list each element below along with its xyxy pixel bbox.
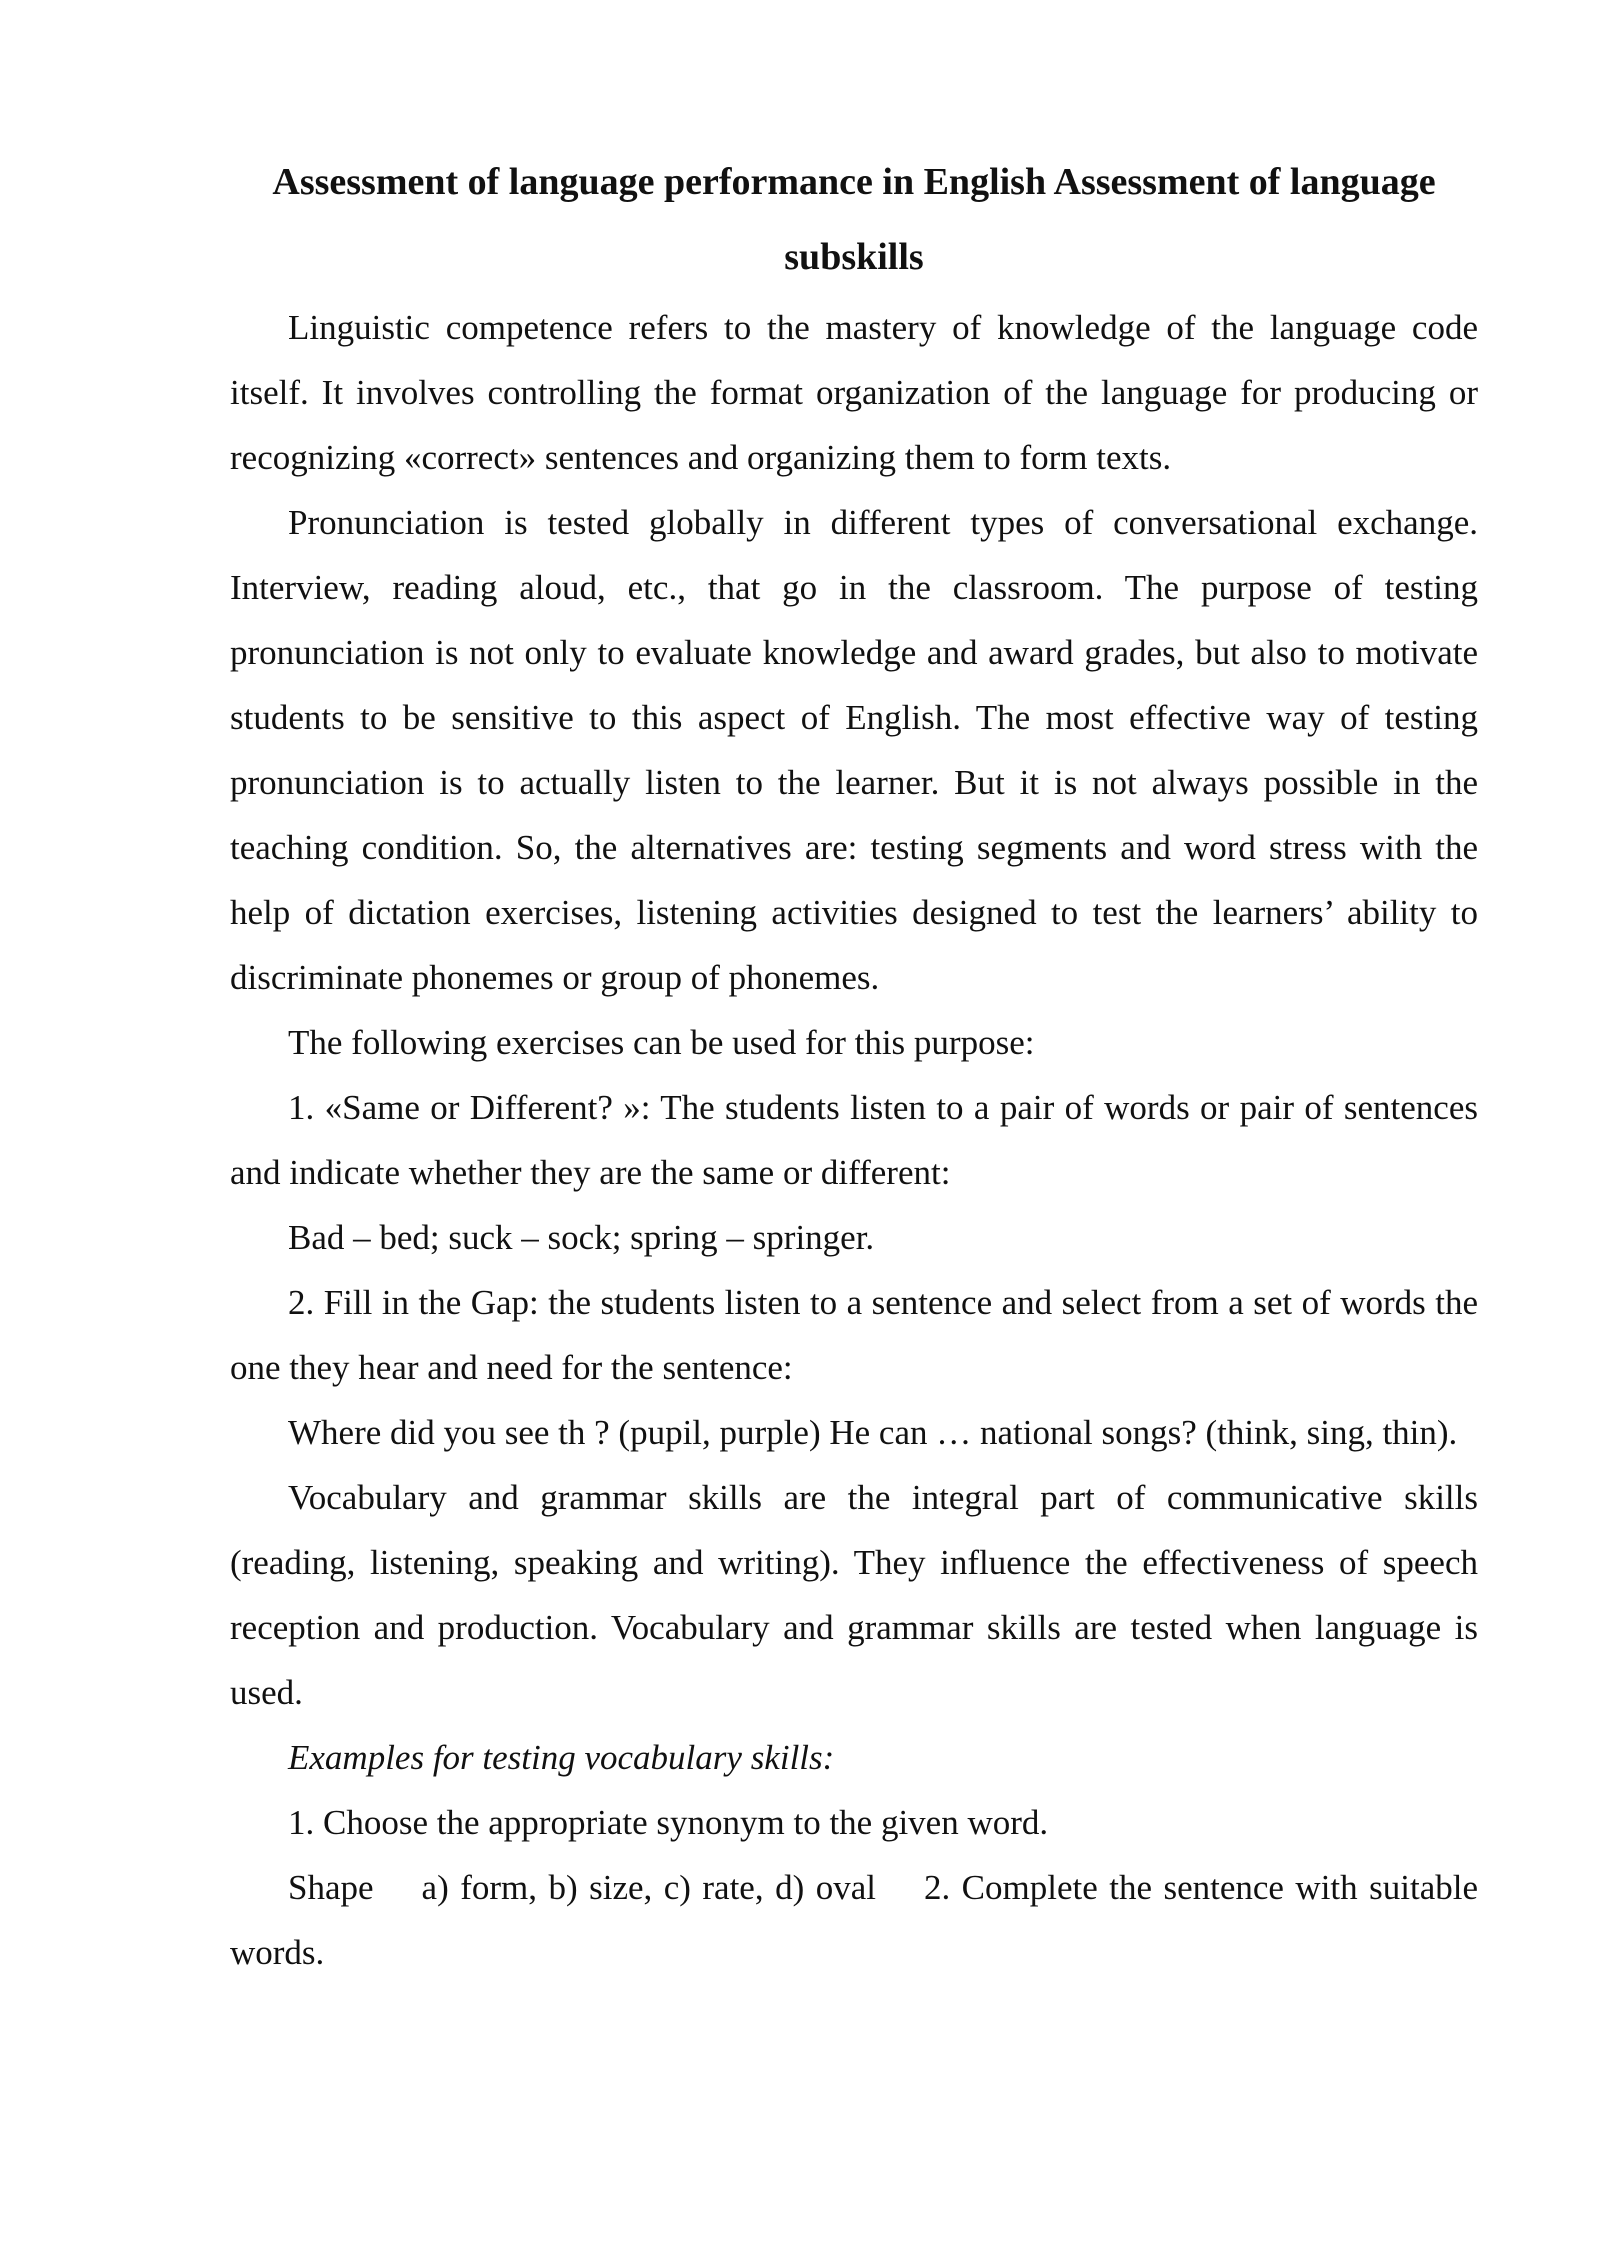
paragraph-vocabulary-grammar: Vocabulary and grammar skills are the integral part of communicative skills (reading, listening, speaking and writing). They influence the effectiveness of speech reception and production. Vocabulary and grammar skills are tested when language is used. [230,1478,1478,1712]
paragraph-linguistic-competence: Linguistic competence refers to the mastery of knowledge of the language code itself. It involves controlling the format organization of the language for producing or recognizing «correct» sentences and organizing them to form texts. [230,308,1478,477]
example-shape-options [230,1855,1478,1985]
exercise-choose-synonym: 1. Choose the appropriate synonym to the given word. [288,1803,1049,1842]
exercise-fill-in-gap: 2. Fill in the Gap: the students listen to a sentence and select from a set of words the one they hear and need for the sentence: [230,1283,1478,1387]
paragraph-pronunciation: Pronunciation is tested globally in different types of conversational exchange. Interview, reading aloud, etc., that go in the classroom. The purpose of testing pronunciation is not only to evaluate knowledge and award grades, but also to motivate students to be sensitive to this aspect of English. The most effective way of testing pronunciation is to actually listen to the learner. But it is not always possible in the teaching condition. So, the alternatives are: testing segments and word stress with the help of dictation exercises, listening activities designed to test the learners’ ability to discriminate phonemes or group of phonemes. [230,503,1478,997]
example-word: Shape [288,1868,374,1907]
heading-vocabulary-examples: Examples for testing vocabulary skills: [288,1738,835,1777]
example-word-pairs: Bad – bed; suck – sock; spring – springer. [288,1218,875,1257]
document-title: Assessment of language performance in English Assessment of language subskills [272,161,1436,278]
paragraph-exercises-intro: The following exercises can be used for this purpose: [288,1023,1035,1062]
example-options: a) form, b) size, c) rate, d) oval [421,1868,876,1907]
example-gap-sentences: Where did you see th ? (pupil, purple) He can … national songs? (think, sing, thin). [288,1413,1458,1452]
exercise-complete-sentence: 2. Complete the sentence with suitable words. [230,1868,1478,1972]
exercise-same-or-different: 1. «Same or Different? »: The students listen to a pair of words or pair of sentences and indicate whether they are the same or different: [230,1088,1478,1192]
document-page [230,145,1478,1985]
